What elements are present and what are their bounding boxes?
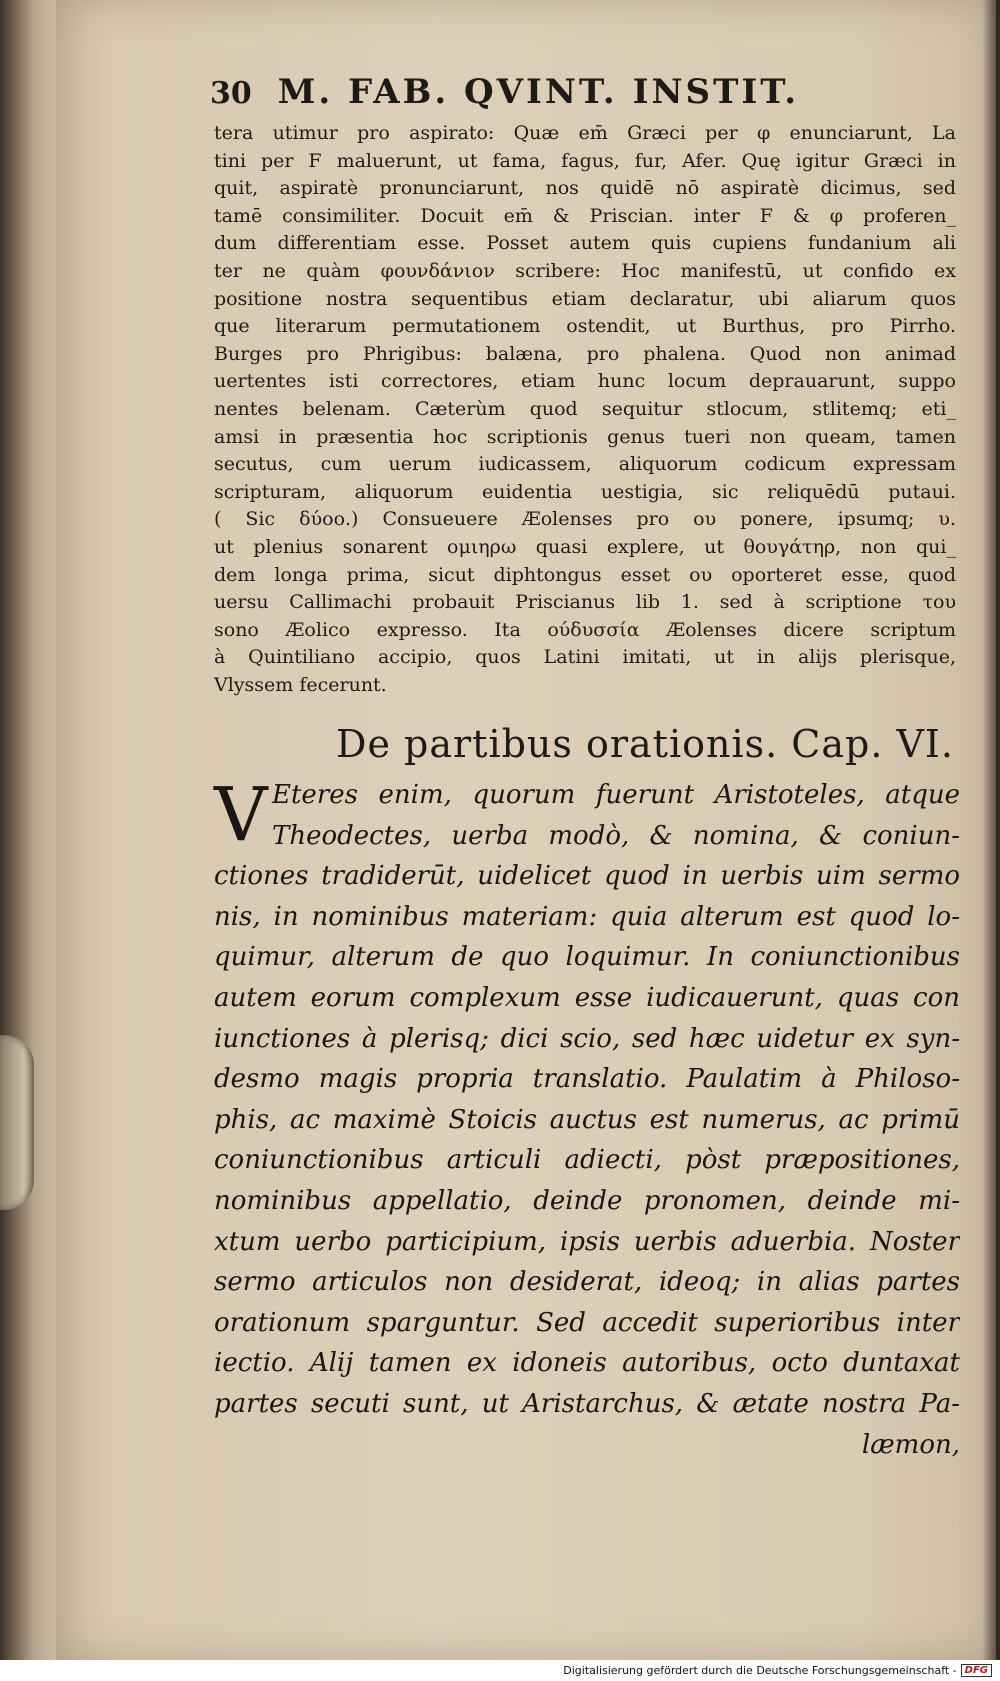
book-clasp xyxy=(0,1035,34,1210)
text-line: autem eorum complexum esse iudicauerunt, quas con xyxy=(214,982,960,1013)
text-line: dum differentiam esse. Posset autem quis cupiens fundanium ali xyxy=(214,232,956,255)
text-line: phis, ac maximè Stoicis auctus est numerus, ac primū xyxy=(214,1104,960,1135)
page-gutter-shadow xyxy=(982,0,996,1660)
text-line: tini per F maluerunt, ut fama, fagus, fur, Afer. Quę igitur Græci in xyxy=(214,149,956,172)
text-line: Eteres enim, quorum fuerunt Aristoteles, atque xyxy=(272,780,960,810)
text-line: sermo articulos non desiderat, ideoq; in alias partes xyxy=(214,1267,960,1298)
main-text xyxy=(214,772,960,1465)
text-line: à Quintiliano accipio, quos Latini imitati, ut in alijs plerisque, xyxy=(214,646,956,669)
text-line: coniunctionibus articuli adiecti, pòst præpositiones, xyxy=(214,1145,960,1176)
page-number: 30 xyxy=(210,76,252,111)
text-line: xtum uerbo participium, ipsis uerbis aduerbia. Noster xyxy=(214,1226,960,1257)
text-line: secutus, cum uerum iudicassem, aliquorum codicum expressam xyxy=(214,453,956,476)
text-line: tera utimur pro aspirato: Quæ em̄ Græci per φ enunciarunt, La xyxy=(214,122,956,144)
book-page-edges xyxy=(0,0,56,1660)
text-line: sono Æolico expresso. Ita ούδυσσία Æolenses dicere scriptum xyxy=(214,618,956,641)
text-line: quimur, alterum de quo loquimur. In coniunctionibus xyxy=(214,942,960,973)
text-line: uertentes isti correctores, etiam hunc locum deprauarunt, suppo xyxy=(214,370,956,393)
commentary-text xyxy=(214,120,956,699)
text-line: Vlyssem fecerunt. xyxy=(214,673,387,696)
text-line: scripturam, aliquorum euidentia uestigia, sic reliquēdū putaui. xyxy=(214,480,956,503)
text-line: Theodectes, uerba modò, & nomina, & coniun- xyxy=(272,820,960,851)
dfg-logo-icon: DFG xyxy=(961,1664,992,1677)
text-line: nominibus appellatio, deinde pronomen, deinde mi- xyxy=(214,1185,960,1216)
text-line: desmo magis propria translatio. Paulatim à Philoso- xyxy=(214,1064,960,1095)
drop-cap: V xyxy=(214,772,268,858)
text-line: quit, aspiratè pronunciarunt, nos quidē nō aspiratè dicimus, sed xyxy=(214,177,956,200)
catchword: læmon, xyxy=(861,1429,960,1460)
footer-credit: Digitalisierung gefördert durch die Deutsche Forschungsgemeinschaft - xyxy=(563,1664,957,1677)
text-line: orationum sparguntur. Sed accedit superioribus inter xyxy=(214,1307,960,1338)
text-line: Burges pro Phrigibus: balæna, pro phalena. Quod non animad xyxy=(214,342,956,365)
text-line: iunctiones à plerisq; dici scio, sed hæc uidetur ex syn- xyxy=(214,1023,960,1054)
text-line: iectio. Alij tamen ex idoneis autoribus, octo duntaxat xyxy=(214,1348,960,1379)
text-line: partes secuti sunt, ut Aristarchus, & ætate nostra Pa- xyxy=(214,1388,960,1419)
running-header xyxy=(210,72,910,112)
text-line: nentes belenam. Cæterùm quod sequitur stlocum, stlitemq; eti_ xyxy=(214,397,956,420)
chapter-title: De partibus orationis. Cap. VI. xyxy=(336,722,955,766)
text-line: que literarum permutationem ostendit, ut Burthus, pro Pirrho. xyxy=(214,315,956,338)
text-line: nis, in nominibus materiam: quia alterum est quod lo- xyxy=(214,901,960,932)
text-line: amsi in præsentia hoc scriptionis genus tueri non queam, tamen xyxy=(214,425,956,448)
text-line: ter ne quàm φουνδάνιον scribere: Hoc manifestū, ut confido ex xyxy=(214,259,956,282)
running-title: M. FAB. QVINT. INSTIT. xyxy=(277,72,800,112)
text-line: positione nostra sequentibus etiam declaratur, ubi aliarum quos xyxy=(214,287,956,310)
text-line: ctiones tradiderūt, uidelicet quod in uerbis uim sermo xyxy=(214,861,960,892)
text-line: uersu Callimachi probauit Priscianus lib 1. sed à scriptione του xyxy=(214,591,956,614)
text-line: dem longa prima, sicut diphtongus esset ου oporteret esse, quod xyxy=(214,563,956,586)
text-line: ( Sic δύοο.) Consueuere Æolenses pro ου ponere, ipsumq; υ. xyxy=(214,508,956,531)
text-line: tamē consimiliter. Docuit em̄ & Priscian. inter F & φ proferen_ xyxy=(214,204,956,227)
digitization-footer xyxy=(0,1660,1000,1681)
text-line: ut plenius sonarent ομιηρω quasi explere, ut θουγάτηρ, non qui_ xyxy=(214,535,956,558)
